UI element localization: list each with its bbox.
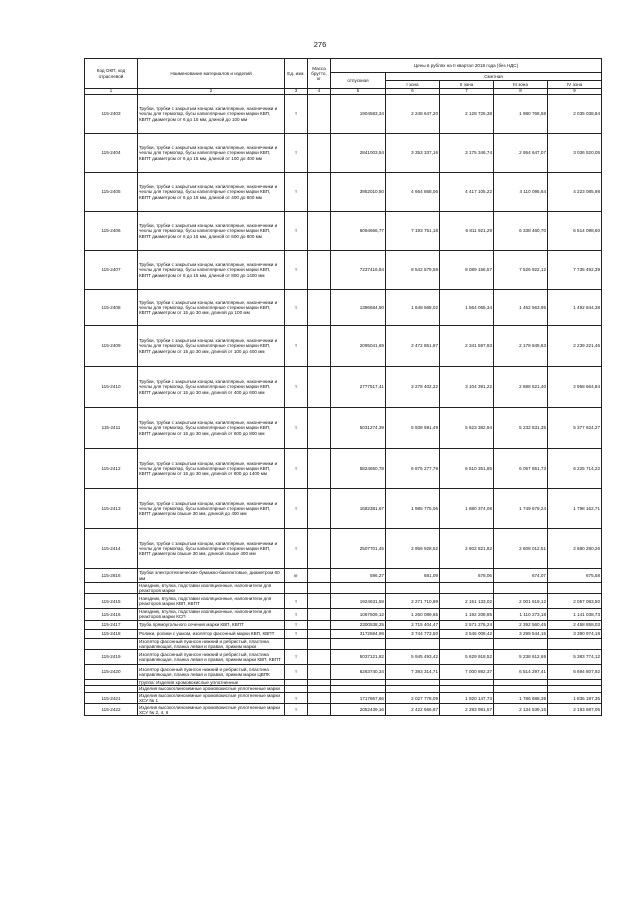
cell-code: 115-2409 [85,326,138,367]
cell-zone-3-price: 6 057 851,73 [494,449,548,489]
cell-zone-3-price: 2 001 619,12 [494,594,548,609]
cell-zone-3-price: 1 749 679,24 [494,489,548,529]
cell-zone-3-price: 3 299 544,15 [494,629,548,638]
cell-name: Трубки, трубки с закрытым концом, капиллярные, наконечники и чехлы для термопар, бусы капиллярные стержни марки КВП, КВПТ диаметром от 15 до 30 мм, длиной от 600 до 800 мм [138,408,285,449]
cell-code: 115-2414 [85,529,138,569]
cell-code [85,638,138,649]
cell-zone-2-price: 2 341 597,93 [440,326,494,367]
column-number: 9 [548,89,602,95]
cell-release-price: 5031274,39 [331,408,386,449]
cell-release-price: 3952010,50 [331,173,386,212]
cell-mass [308,449,331,489]
column-number: 7 [440,89,494,95]
cell-mass [308,609,331,620]
cell-zone-4-price: 3 390 974,18 [548,629,602,638]
cell-mass [308,594,331,609]
cell-empty [440,583,494,594]
header-code: Код ОКП, код отраслевой [85,59,138,89]
cell-mass [308,367,331,408]
cell-zone-2-price: 5 623 382,94 [440,408,494,449]
cell-empty [548,685,602,692]
cell-zone-2-price: 1 564 065,34 [440,290,494,326]
cell-zone-4-price: 6 694 807,92 [548,664,602,679]
cell-empty [494,685,548,692]
cell-group-name: Изделия высокоглиноземные хромовокислые уплотненные марки [138,685,285,692]
cell-empty [386,638,440,649]
cell-name: Трубки, трубки с закрытым концом, капиллярные, наконечники и чехлы для термопар, бусы капиллярные стержни марки КВП, КВПТ диаметром свыше 30 мм, длиной свыше 400 мм [138,529,285,569]
table-row [85,692,602,703]
cell-mass [308,489,331,529]
cell-group-name: Изолятор фасонный пуансон нижний и ребристый, пластина направляющая, планка левая и правая, прижим марки [138,638,285,649]
cell-name: Трубки, трубки с закрытым концом, капиллярные, наконечники и чехлы для термопар, бусы капиллярные стержни марки КВП, КВПТ диаметром от 6 до 15 мм, длиной до 100 мм [138,95,285,134]
column-number: 5 [331,89,386,95]
cell-zone-2-price: 2 571 276,24 [440,620,494,629]
cell-unit: т [285,692,308,703]
table-row [85,629,602,638]
cell-zone-3-price: 6 338 460,70 [494,212,548,251]
cell-zone-2-price: 4 417 105,22 [440,173,494,212]
cell-unit: т [285,629,308,638]
cell-zone-3-price: 1 452 563,95 [494,290,548,326]
cell-name: Трубки, трубки с закрытым концом, капиллярные, наконечники и чехлы для термопар, бусы капиллярные стержни марки КВП, КВПТ диаметром от 6 до 15 мм, длиной от 800 до 1400 мм [138,251,285,290]
header-estimate: Сметная [386,73,602,81]
cell-zone-4-price: 1 492 844,38 [548,290,602,326]
cell-zone-1-price: 681,09 [386,569,440,583]
cell-code: 115-2419 [85,649,138,664]
cell-unit: т [285,367,308,408]
cell-code: 115-2405 [85,173,138,212]
cell-zone-2-price: 2 151 133,02 [440,594,494,609]
header-release: отпускная [331,73,386,89]
cell-name: Наездник, втулка, подставки изоляционные, наполнители для реакторов марки КСП [138,609,285,620]
table-row [85,95,602,134]
cell-release-price: 1904583,34 [331,95,386,134]
cell-name: Трубки, трубки с закрытым концом, капиллярные, наконечники и чехлы для термопар, бусы капиллярные стержни марки КВП, КВПТ диаметром от 15 до 30 мм, длиной от 800 до 1400 мм [138,449,285,489]
cell-zone-2-price: 1 192 208,85 [440,609,494,620]
cell-release-price: 2777517,41 [331,367,386,408]
cell-name: Изделия высокоглиноземные хромовокислые уплотненные марки ХСУ № 2, 4, 6 [138,704,285,716]
cell-code: 115-2420 [85,664,138,679]
cell-zone-4-price: 2 193 687,05 [548,704,602,716]
page-number: 276 [313,40,327,49]
cell-zone-1-price: 7 393 314,71 [386,664,440,679]
cell-unit: т [285,134,308,173]
cell-release-price: 2095041,69 [331,326,386,367]
cell-release-price: 2841003,54 [331,134,386,173]
cell-empty [548,638,602,649]
cell-unit: т [285,489,308,529]
cell-zone-4-price: 7 735 492,39 [548,251,602,290]
cell-mass [308,649,331,664]
cell-zone-2-price: 2 293 981,57 [440,704,494,716]
header-zone-4: IV зона [548,81,602,89]
cell-unit: кг [285,569,308,583]
cell-mass [308,290,331,326]
table-row [85,704,602,716]
price-table [84,58,602,716]
cell-mass [308,629,331,638]
cell-name: Изделия высокоглиноземные хромовокислые уплотненные марки ХСУ № 1 [138,692,285,703]
cell-empty [308,685,331,692]
cell-code: 115-2415 [85,594,138,609]
cell-code: 115-2416 [85,609,138,620]
cell-release-price: 5037121,82 [331,649,386,664]
cell-zone-4-price: 1 798 162,71 [548,489,602,529]
cell-zone-1-price: 2 715 404,47 [386,620,440,629]
cell-zone-2-price: 3 104 391,22 [440,367,494,408]
table-row [85,251,602,290]
cell-empty [386,685,440,692]
cell-mass [308,569,331,583]
header-zone-2: II зона [440,81,494,89]
cell-zone-3-price: 2 888 621,40 [494,367,548,408]
cell-empty [386,583,440,594]
cell-code: 115-2422 [85,704,138,716]
cell-zone-2-price: 8 089 156,57 [440,251,494,290]
cell-zone-4-price: 3 036 520,05 [548,134,602,173]
cell-name: Наездник, втулка, подставки изоляционные, наполнители для реакторов марки КВП, КВПТ [138,594,285,609]
table-row [85,620,602,629]
cell-zone-4-price: 6 225 714,22 [548,449,602,489]
cell-empty [331,638,386,649]
cell-unit: т [285,212,308,251]
cell-name: Трубки, трубки с закрытым концом, капиллярные, наконечники и чехлы для термопар, бусы капиллярные стержни марки КВП, КВПТ диаметром от 6 до 15 мм, длиной от 400 до 600 мм [138,173,285,212]
cell-mass [308,326,331,367]
cell-mass [308,704,331,716]
cell-zone-4-price: 2 680 280,26 [548,529,602,569]
cell-zone-2-price: 3 175 346,74 [440,134,494,173]
cell-unit: т [285,449,308,489]
cell-empty [548,583,602,594]
header-prices-title: Цены в рублях на II квартал 2018 года (без НДС) [331,59,602,73]
table-row [85,569,602,583]
cell-zone-3-price: 2 178 845,63 [494,326,548,367]
cell-code: 115-2407 [85,251,138,290]
table-header [85,59,602,95]
cell-empty [440,685,494,692]
cell-code: 115-2418 [85,629,138,638]
cell-zone-1-price: 3 353 337,16 [386,134,440,173]
cell-release-price: 2507701,45 [331,529,386,569]
cell-zone-2-price: 5 629 918,52 [440,649,494,664]
cell-zone-2-price: 6 510 351,85 [440,449,494,489]
cell-name: Трубки, трубки с закрытым концом, капиллярные, наконечники и чехлы для термопар, бусы капиллярные стержни марки КВП, КВПТ диаметром от 15 до 30 мм, длиной от 400 до 600 мм [138,367,285,408]
cell-empty [494,583,548,594]
table-row [85,326,602,367]
cell-unit: т [285,609,308,620]
header-zone-3: III зона [494,81,548,89]
cell-release-price: 6094666,77 [331,212,386,251]
cell-zone-1-price: 3 744 773,50 [386,629,440,638]
cell-unit: т [285,704,308,716]
cell-zone-1-price: 3 278 402,22 [386,367,440,408]
table-row [85,212,602,251]
cell-empty [331,583,386,594]
cell-zone-2-price: 2 802 821,82 [440,529,494,569]
cell-zone-2-price: 1 920 147,73 [440,692,494,703]
cell-code: 115-2421 [85,692,138,703]
cell-zone-1-price: 7 193 751,18 [386,212,440,251]
cell-zone-4-price: 2 239 221,46 [548,326,602,367]
cell-name: Ролики, ролики с ушком, изолятор фасонный марки КВП, КВПТ [138,629,285,638]
table-row [85,449,602,489]
cell-mass [308,95,331,134]
cell-zone-3-price: 5 238 612,69 [494,649,548,664]
cell-code: 115-2410 [85,367,138,408]
cell-name: Трубки, трубки с закрытым концом, капиллярные, наконечники и чехлы для термопар, бусы капиллярные стержни марки КВП, КВПТ диаметром от 6 до 15 мм, длиной от 100 до 400 мм [138,134,285,173]
table-row [85,594,602,609]
cell-zone-4-price: 2 035 038,84 [548,95,602,134]
cell-zone-1-price: 2 027 778,09 [386,692,440,703]
cell-name: Трубки, трубки с закрытым концом, капиллярные, наконечники и чехлы для термопар, бусы капиллярные стержни марки КВП, КВПТ диаметром от 15 до 30 мм, длиной от 100 до 400 мм [138,326,285,367]
cell-zone-1-price: 5 945 493,42 [386,649,440,664]
cell-name: Изолятор фасонный пуансон нижний и ребристый, пластина направляющая, планка левая и правая, прижим марки ЦВПК [138,664,285,679]
cell-release-price: 1067509,12 [331,609,386,620]
cell-zone-3-price: 6 514 297,41 [494,664,548,679]
cell-zone-3-price: 7 526 922,12 [494,251,548,290]
cell-zone-3-price: 1 110 273,18 [494,609,548,620]
column-number: 3 [285,89,308,95]
cell-release-price: 1924631,59 [331,594,386,609]
cell-mass [308,173,331,212]
table-row [85,609,602,620]
table-row [85,649,602,664]
cell-empty [331,685,386,692]
cell-name: Трубки электротехнические бумажно-бакелитовые, диаметром 60 мм [138,569,285,583]
cell-mass [308,408,331,449]
table-group-row [85,685,602,692]
cell-zone-1-price: 1 260 089,65 [386,609,440,620]
cell-group-name: Группа: Изделия хромовокислые уплотненные [138,679,285,685]
cell-name: Изолятор фасонный пуансон нижний и ребристый, пластина направляющая, планка левая и правая, прижим марки КВП, КВПТ [138,649,285,664]
cell-name: Трубки, трубки с закрытым концом, капиллярные, наконечники и чехлы для термопар, бусы капиллярные стержни марки КВП, КВПТ диаметром от 15 до 30 мм, длиной до 100 мм [138,290,285,326]
table-body [85,95,602,716]
cell-mass [308,692,331,703]
cell-release-price: 1717867,66 [331,692,386,703]
cell-zone-3-price: 5 232 531,35 [494,408,548,449]
cell-unit: т [285,664,308,679]
column-number: 2 [138,89,285,95]
cell-zone-4-price: 4 223 085,98 [548,173,602,212]
cell-zone-1-price: 2 271 710,89 [386,594,440,609]
cell-zone-1-price: 1 648 568,02 [386,290,440,326]
cell-mass [308,529,331,569]
cell-zone-4-price: 5 377 624,27 [548,408,602,449]
cell-zone-4-price: 5 383 774,12 [548,649,602,664]
cell-zone-3-price: 2 392 560,45 [494,620,548,629]
cell-mass [308,620,331,629]
table-group-row [85,583,602,594]
cell-unit: т [285,326,308,367]
cell-code: 115-2411 [85,408,138,449]
table-group-row [85,638,602,649]
cell-zone-1-price: 5 938 591,49 [386,408,440,449]
cell-empty [285,638,308,649]
cell-zone-1-price: 1 985 775,06 [386,489,440,529]
cell-name: Труба прямоугольного сечения марки КВП, КВПТ [138,620,285,629]
cell-zone-2-price: 2 128 725,38 [440,95,494,134]
cell-empty [308,583,331,594]
cell-zone-3-price: 2 134 539,15 [494,704,548,716]
cell-mass [308,134,331,173]
cell-empty [440,638,494,649]
cell-zone-4-price: 2 057 083,50 [548,594,602,609]
cell-code: 115-2412 [85,449,138,489]
cell-release-price: 3172684,98 [331,629,386,638]
cell-zone-2-price: 678,06 [440,569,494,583]
cell-unit: т [285,620,308,629]
column-number: 1 [85,89,138,95]
table-row [85,489,602,529]
cell-code: 115-2404 [85,134,138,173]
column-number: 4 [308,89,331,95]
cell-zone-4-price: 1 141 038,73 [548,609,602,620]
cell-zone-1-price: 2 472 851,97 [386,326,440,367]
cell-unit: т [285,529,308,569]
cell-empty [308,638,331,649]
cell-zone-2-price: 1 880 374,08 [440,489,494,529]
column-number: 8 [494,89,548,95]
header-unit: Ед. изм. [285,59,308,89]
cell-code: 115-2406 [85,212,138,251]
cell-code: 115-2417 [85,620,138,629]
cell-release-price: 2300538,25 [331,620,386,629]
cell-zone-4-price: 1 836 197,35 [548,692,602,703]
column-number: 6 [386,89,440,95]
table-row [85,529,602,569]
cell-unit: т [285,251,308,290]
table-row [85,173,602,212]
cell-zone-1-price: 2 248 647,20 [386,95,440,134]
cell-zone-3-price: 2 954 647,07 [494,134,548,173]
cell-zone-2-price: 3 546 008,42 [440,629,494,638]
cell-name: Трубки, трубки с закрытым концом, капиллярные, наконечники и чехлы для термопар, бусы капиллярные стержни марки КВП, КВПТ диаметром свыше 30 мм, длиной до 400 мм [138,489,285,529]
cell-code: 115-2403 [85,95,138,134]
cell-unit: т [285,290,308,326]
cell-group-name: Наездник, втулка, подставки изоляционные, наполнители для реакторов марки [138,583,285,594]
cell-zone-3-price: 674,07 [494,569,548,583]
cell-release-price: 6263740,34 [331,664,386,679]
header-zone-1: I зона [386,81,440,89]
cell-mass [308,212,331,251]
cell-zone-1-price: 2 422 566,67 [386,704,440,716]
cell-zone-3-price: 2 608 012,51 [494,529,548,569]
cell-empty [285,583,308,594]
cell-name: Трубки, трубки с закрытым концом, капиллярные, наконечники и чехлы для термопар, бусы капиллярные стержни марки КВП, КВПТ диаметром от 6 до 15 мм, длиной от 600 до 800 мм [138,212,285,251]
cell-zone-1-price: 4 664 868,06 [386,173,440,212]
header-name: Наименование материалов и изделий [138,59,285,89]
cell-unit: т [285,594,308,609]
cell-code [85,685,138,692]
cell-zone-2-price: 6 811 921,29 [440,212,494,251]
cell-zone-4-price: 675,58 [548,569,602,583]
cell-zone-1-price: 6 875 277,79 [386,449,440,489]
cell-zone-2-price: 7 000 892,37 [440,664,494,679]
cell-release-price: 7237416,84 [331,251,386,290]
table-row [85,367,602,408]
cell-release-price: 1396684,50 [331,290,386,326]
cell-unit: т [285,173,308,212]
cell-code: 115-2816 [85,569,138,583]
table-row [85,664,602,679]
cell-empty [494,638,548,649]
cell-zone-4-price: 6 514 098,60 [548,212,602,251]
cell-unit: т [285,408,308,449]
cell-code [85,583,138,594]
cell-zone-1-price: 8 542 579,58 [386,251,440,290]
cell-release-price: 1682381,67 [331,489,386,529]
cell-mass [308,664,331,679]
cell-zone-3-price: 1 786 688,39 [494,692,548,703]
cell-release-price: 2052439,16 [331,704,386,716]
cell-unit: т [285,95,308,134]
header-mass: Масса брутто, кг [308,59,331,89]
cell-zone-4-price: 2 958 664,84 [548,367,602,408]
cell-unit: т [285,649,308,664]
cell-zone-3-price: 1 980 768,58 [494,95,548,134]
table-row [85,134,602,173]
table-row [85,408,602,449]
cell-code: 115-2408 [85,290,138,326]
cell-empty [285,685,308,692]
table-row [85,290,602,326]
cell-release-price: 596,27 [331,569,386,583]
cell-zone-3-price: 4 110 095,64 [494,173,548,212]
cell-zone-1-price: 2 959 928,52 [386,529,440,569]
cell-mass [308,251,331,290]
cell-release-price: 5824650,78 [331,449,386,489]
cell-zone-4-price: 2 458 858,03 [548,620,602,629]
cell-code: 115-2413 [85,489,138,529]
